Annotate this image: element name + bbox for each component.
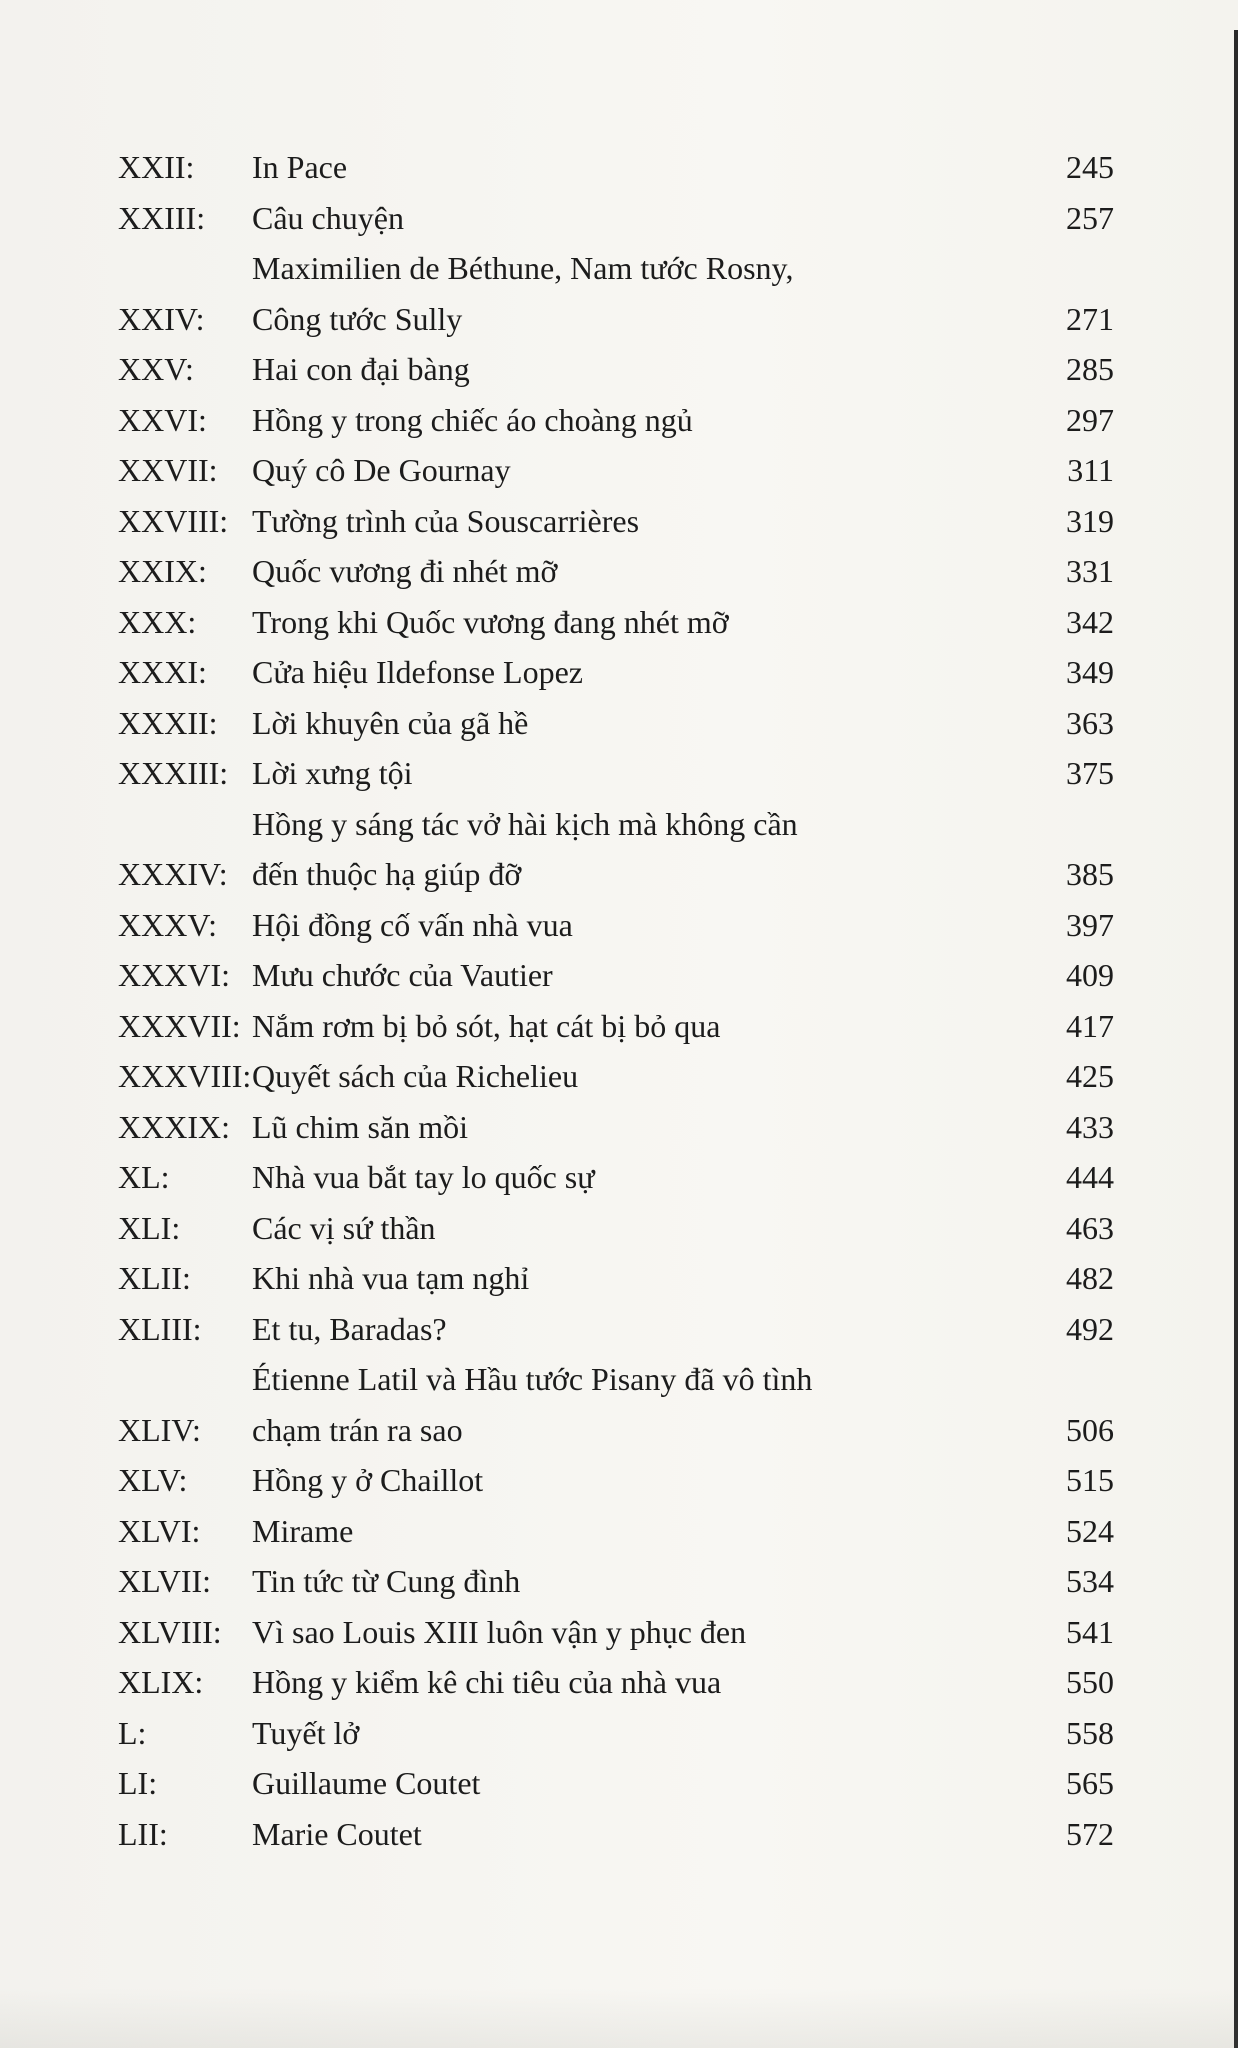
toc-entry	[118, 395, 1114, 446]
chapter-title-line: Et tu, Baradas?	[252, 1310, 447, 1347]
chapter-title-line: Trong khi Quốc vương đang nhét mỡ	[252, 603, 729, 640]
page-number: 482	[1066, 1260, 1114, 1296]
chapter-title-line: Mưu chước của Vautier	[252, 957, 553, 993]
toc-entry	[118, 344, 1114, 395]
chapter-title-line: Hồng y ở Chaillot	[252, 1462, 484, 1498]
chapter-title	[252, 1354, 1024, 1455]
page-number: 331	[1066, 553, 1114, 589]
page-number: 257	[1066, 199, 1114, 236]
chapter-title-line: Công tước Sully	[252, 300, 463, 337]
toc-entry	[118, 1809, 1114, 1860]
page-number: 515	[1066, 1462, 1114, 1498]
toc-entry	[118, 1001, 1114, 1052]
page-number: 534	[1066, 1563, 1114, 1599]
toc-entry	[118, 1506, 1114, 1557]
toc-entry	[118, 243, 1114, 344]
chapter-title-line: Lũ chim săn mồi	[252, 1108, 468, 1145]
chapter-title-line: Quyết sách của Richelieu	[252, 1058, 579, 1094]
chapter-title	[252, 1253, 1024, 1304]
page-number: 397	[1066, 906, 1114, 943]
chapter-number: XXXIX:	[118, 1108, 230, 1145]
chapter-title	[252, 193, 1024, 244]
chapter-number: XXXIII:	[118, 755, 229, 791]
chapter-title-line: Guillaume Coutet	[252, 1765, 481, 1801]
toc-entry	[118, 1455, 1114, 1506]
table-of-contents	[118, 142, 1114, 1859]
toc-entry	[118, 748, 1114, 799]
toc-entry	[118, 900, 1114, 951]
page-number: 541	[1066, 1613, 1114, 1650]
chapter-number: XXVI:	[118, 401, 207, 438]
chapter-number: XLVI:	[118, 1512, 201, 1549]
toc-entry	[118, 445, 1114, 496]
toc-entry	[118, 546, 1114, 597]
toc-entry	[118, 193, 1114, 244]
toc-entry	[118, 1051, 1114, 1102]
chapter-title-line: Tuyết lở	[252, 1714, 360, 1751]
toc-entry	[118, 698, 1114, 749]
chapter-number: XXIX:	[118, 553, 207, 589]
chapter-number: XXIII:	[118, 199, 206, 236]
toc-entry	[118, 1152, 1114, 1203]
page-number: 444	[1066, 1159, 1114, 1195]
chapter-title	[252, 1455, 1024, 1506]
toc-entry	[118, 1708, 1114, 1759]
chapter-number: XXXVII:	[118, 1007, 241, 1044]
chapter-number: XXIV:	[118, 300, 205, 337]
page-number: 385	[1066, 856, 1114, 892]
page-number: 425	[1066, 1058, 1114, 1094]
chapter-number: XXXIV:	[118, 856, 228, 892]
toc-entry	[118, 950, 1114, 1001]
toc-entry	[118, 142, 1114, 193]
chapter-title-line: Lời xưng tội	[252, 755, 413, 791]
chapter-title-line: Câu chuyện	[252, 199, 404, 236]
chapter-number: XLIV:	[118, 1411, 201, 1448]
chapter-number: L:	[118, 1714, 147, 1751]
chapter-title	[252, 1051, 1024, 1102]
chapter-title	[252, 1556, 1024, 1607]
chapter-title	[252, 1001, 1024, 1052]
page-number: 572	[1066, 1815, 1114, 1852]
chapter-title-line: Tường trình của Souscarrières	[252, 502, 640, 539]
chapter-title	[252, 142, 1024, 193]
chapter-title-line: Nắm rơm bị bỏ sót, hạt cát bị bỏ qua	[252, 1007, 721, 1044]
page-number: 311	[1067, 452, 1114, 488]
chapter-title	[252, 344, 1024, 395]
chapter-number: XLII:	[118, 1260, 191, 1296]
chapter-title-line: chạm trán ra sao	[252, 1411, 463, 1448]
chapter-title	[252, 496, 1024, 547]
toc-entry	[118, 597, 1114, 648]
page-number: 550	[1066, 1664, 1114, 1700]
chapter-title-line: Hai con đại bàng	[252, 351, 470, 387]
page-number: 285	[1066, 351, 1114, 387]
page-number: 342	[1066, 603, 1114, 640]
chapter-title-line: Hồng y sáng tác vở hài kịch mà không cần	[252, 805, 798, 842]
chapter-title	[252, 1657, 1024, 1708]
chapter-title	[252, 1607, 1024, 1658]
chapter-title-line: Tin tức từ Cung đình	[252, 1563, 521, 1599]
chapter-number: XXXI:	[118, 654, 207, 690]
chapter-number: XXVII:	[118, 452, 218, 488]
chapter-title	[252, 900, 1024, 951]
chapter-number: XLVIII:	[118, 1613, 222, 1650]
page-number: 349	[1066, 654, 1114, 690]
toc-entry	[118, 799, 1114, 900]
chapter-title	[252, 597, 1024, 648]
chapter-number: XXXVIII:	[118, 1058, 252, 1094]
toc-entry	[118, 1556, 1114, 1607]
page-number: 565	[1066, 1765, 1114, 1801]
chapter-title-line: Nhà vua bắt tay lo quốc sự	[252, 1159, 595, 1195]
page-number: 417	[1066, 1007, 1114, 1044]
chapter-number: LI:	[118, 1765, 158, 1801]
chapter-title-line: Vì sao Louis XIII luôn vận y phục đen	[252, 1613, 747, 1650]
chapter-title	[252, 395, 1024, 446]
toc-entry	[118, 1758, 1114, 1809]
chapter-title-line: In Pace	[252, 149, 348, 185]
chapter-title-line: Quốc vương đi nhét mỡ	[252, 553, 558, 589]
chapter-title	[252, 1708, 1024, 1759]
chapter-title-line: Khi nhà vua tạm nghỉ	[252, 1260, 530, 1296]
toc-entry	[118, 1607, 1114, 1658]
chapter-title	[252, 748, 1024, 799]
chapter-title	[252, 799, 1024, 900]
chapter-title	[252, 1203, 1024, 1254]
page-edge	[1234, 30, 1238, 2048]
chapter-title	[252, 647, 1024, 698]
page-number: 524	[1066, 1512, 1114, 1549]
toc-entry	[118, 1354, 1114, 1455]
chapter-number: XL:	[118, 1159, 170, 1195]
chapter-title	[252, 445, 1024, 496]
chapter-number: XXXVI:	[118, 957, 230, 993]
chapter-title	[252, 1304, 1024, 1355]
chapter-number: XLI:	[118, 1209, 181, 1246]
chapter-title	[252, 1758, 1024, 1809]
page-shadow	[0, 1988, 1238, 2048]
chapter-number: XLV:	[118, 1462, 188, 1498]
chapter-title-line: Mirame	[252, 1512, 354, 1549]
page-number: 375	[1066, 755, 1114, 791]
chapter-title-line: Lời khuyên của gã hề	[252, 704, 529, 741]
page-number: 463	[1066, 1209, 1114, 1246]
toc-entry	[118, 647, 1114, 698]
chapter-number: XXX:	[118, 603, 197, 640]
chapter-number: XLVII:	[118, 1563, 212, 1599]
chapter-number: XLIX:	[118, 1664, 204, 1700]
chapter-title	[252, 1152, 1024, 1203]
toc-entry	[118, 1203, 1114, 1254]
page-number: 297	[1066, 401, 1114, 438]
page-number: 558	[1066, 1714, 1114, 1751]
chapter-number: XXII:	[118, 149, 195, 185]
page-number: 363	[1066, 704, 1114, 741]
chapter-number: XLIII:	[118, 1310, 202, 1347]
chapter-title	[252, 1809, 1024, 1860]
chapter-title-line: Hội đồng cố vấn nhà vua	[252, 906, 573, 943]
chapter-title-line: Marie Coutet	[252, 1815, 422, 1852]
page-number: 245	[1066, 149, 1114, 185]
page-number: 506	[1066, 1411, 1114, 1448]
toc-entry	[118, 1253, 1114, 1304]
chapter-title	[252, 1102, 1024, 1153]
chapter-number: XXXII:	[118, 704, 218, 741]
chapter-title	[252, 546, 1024, 597]
chapter-title-line: Các vị sứ thần	[252, 1209, 436, 1246]
page-number: 409	[1066, 957, 1114, 993]
chapter-title	[252, 698, 1024, 749]
toc-entry	[118, 1102, 1114, 1153]
chapter-number: XXXV:	[118, 906, 217, 943]
chapter-title-line: Quý cô De Gournay	[252, 452, 511, 488]
chapter-number: LII:	[118, 1815, 168, 1852]
chapter-title-line: đến thuộc hạ giúp đỡ	[252, 856, 522, 892]
chapter-title	[252, 1506, 1024, 1557]
chapter-number: XXVIII:	[118, 502, 229, 539]
chapter-number: XXV:	[118, 351, 194, 387]
chapter-title-line: Hồng y trong chiếc áo choàng ngủ	[252, 401, 693, 438]
page-number: 433	[1066, 1108, 1114, 1145]
chapter-title-line: Étienne Latil và Hầu tước Pisany đã vô tình	[252, 1361, 813, 1397]
chapter-title-line: Maximilien de Béthune, Nam tước Rosny,	[252, 250, 794, 286]
chapter-title	[252, 950, 1024, 1001]
chapter-title-line: Hồng y kiểm kê chi tiêu của nhà vua	[252, 1664, 722, 1700]
chapter-title	[252, 243, 1024, 344]
page-number: 492	[1066, 1310, 1114, 1347]
toc-entry	[118, 1657, 1114, 1708]
toc-entry	[118, 1304, 1114, 1355]
chapter-title-line: Cửa hiệu Ildefonse Lopez	[252, 654, 583, 690]
page-number: 271	[1066, 300, 1114, 337]
page-number: 319	[1066, 502, 1114, 539]
toc-entry	[118, 496, 1114, 547]
